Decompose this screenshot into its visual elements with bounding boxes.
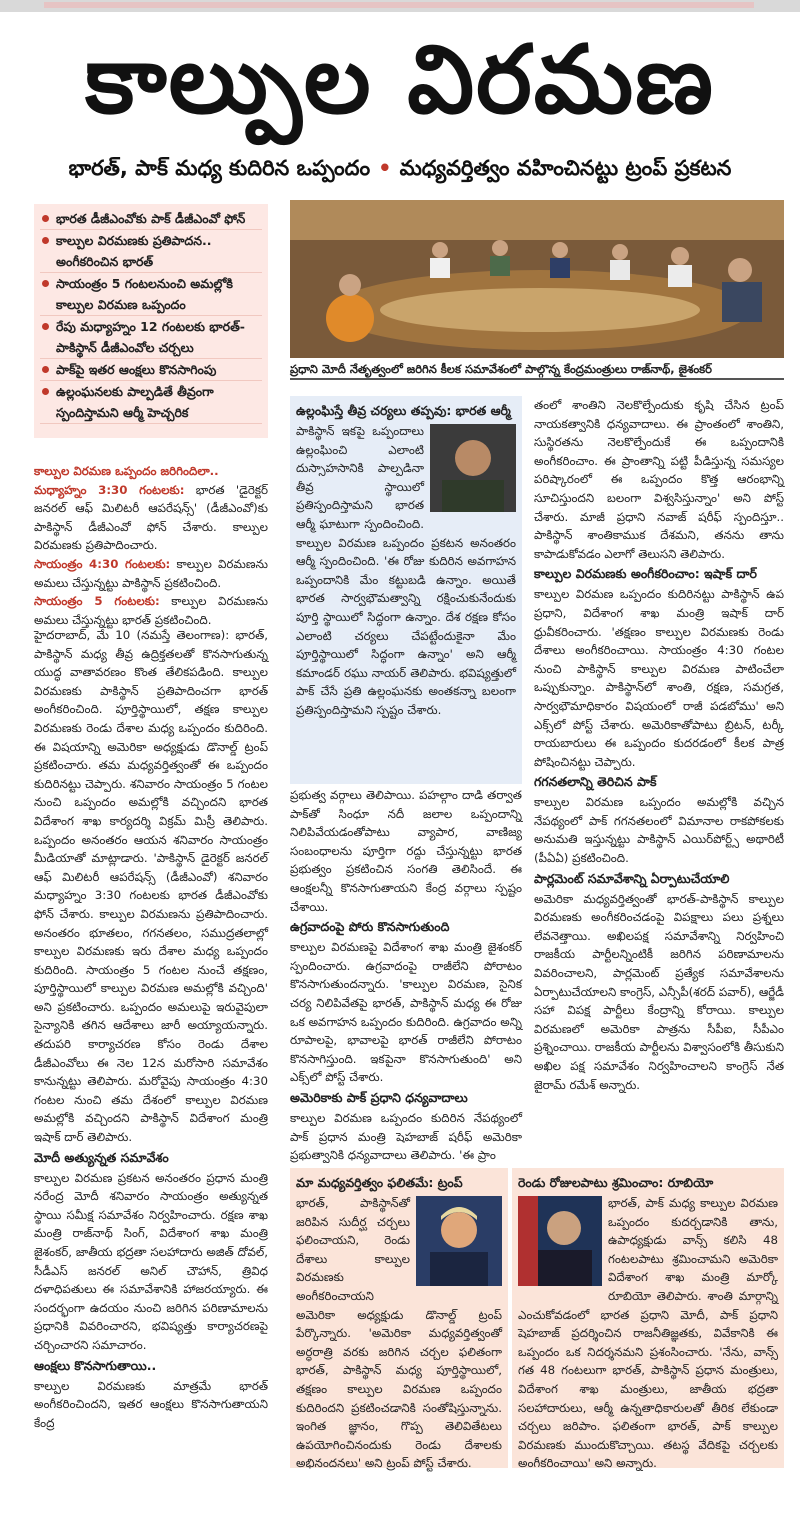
subheadline	[12, 150, 788, 186]
section-heading: ఉగ్రవాదంపై పోరు కొనసాగుతుంది	[290, 919, 450, 935]
section-heading: అమెరికాకు పాక్‌ ప్రధాని ధన్యవాదాలు	[290, 1089, 468, 1105]
article-column-3	[534, 396, 784, 1094]
timeline-time: మధ్యాహ్నం 3:30 గంటలకు:	[34, 482, 185, 497]
section-heading: గగనతలాన్ని తెరిచిన పాక్‌	[534, 774, 657, 790]
article-paragraph: కాల్పుల విరమణ ఒప్పందం కుదిరినట్టు పాకిస్థాన్‌ ఉప ప్రధాని, విదేశాంగ శాఖ మంత్రి ఇషాక్‌ దార్‌ ధ్రువీకరించారు. 'తక్షణం కాల్పుల విరమణకు రెండు దేశాలు అంగీకరించాయి. సాయంత్రం 4:30 గంటల నుంచి పాకిస్థాన్‌ కాల్పుల విరమణ పాటించేలా ఒప్పుకున్నాం. పాకిస్థాన్‌లో శాంతి, రక్షణ, సమగ్రత, సార్వభౌమాధికారం విషయంలో రాజీ పడబోము' అని ఎక్స్‌లో పోస్ట్‌ చేశారు. అమెరికాతోపాటు బ్రిటన్‌, టర్కీ రాయబారులు ఈ ఒప్పందం కుదరడంలో కీలక పాత్ర పోషించినట్టు చెప్పారు.	[534, 587, 784, 769]
highlight-item: భారత డీజీఎంవోకు పాక్‌ డీజీఎంవో ఫోన్‌	[40, 208, 262, 230]
section-heading: మోదీ అత్యున్నత సమావేశం	[34, 1149, 169, 1165]
highlight-item: సాయంత్రం 5 గంటలనుంచి అమల్లోకి కాల్పుల విరమణ ఒప్పందం	[40, 273, 262, 316]
highlight-item: పాక్‌పై ఇతర ఆంక్షలు కొనసాగింపు	[40, 359, 262, 381]
timeline-text: కాల్పుల విరమణను అమలు చేస్తున్నట్టు పాకిస్థాన్‌ ప్రకటించింది.	[34, 556, 269, 590]
army-officer-photo	[430, 424, 516, 512]
article-paragraph: కాల్పుల విరమణ ఒప్పందం కుదిరిన నేపథ్యంలో పాక్‌ ప్రధాన మంత్రి షెహబాజ్‌ షరీఫ్‌ అమెరికా ప్రభుత్వానికి ధన్యవాదాలు తెలిపారు. 'ఈ ప్రాం	[290, 1110, 522, 1163]
timeline-text: భారత 'డైరెక్టర్‌ జనరల్‌ ఆఫ్‌ మిలిటరీ ఆపరేషన్స్‌' (డీజీఎంవో)కు పాకిస్థాన్‌ డీజీఎంవో ఫోన్‌ చేశారు. కాల్పుల విరమణకు ప్రతిపాదించారు.	[34, 482, 269, 553]
timeline-text: కాల్పుల విరమణను అమలు చేస్తున్నట్టు భారత్‌ ప్రకటించింది.	[34, 594, 269, 627]
article-column-2	[290, 786, 522, 1165]
article-paragraph: కాల్పుల విరమణపై విదేశాంగ శాఖ మంత్రి జైశంకర్‌ స్పందించారు. ఉగ్రవాదంపై రాజీలేని పోరాటం కొనసాగుతుందన్నారు. 'కాల్పుల విరమణ, సైనిక చర్య నిలిపివేతపై భారత్‌, పాకిస్థాన్‌ మధ్య ఈ రోజు ఒక అవగాహన ఒప్పందం కుదిరింది. ఉగ్రవాదం అన్ని రూపాలపై, భావాలపై భారత్‌ రాజీలేని పోరాటం కొనసాగిస్తుంది. ఇకపైనా కొనసాగుతుంది' అని ఎక్స్‌లో పోస్ట్‌ చేశారు.	[290, 940, 522, 1085]
timeline-heading: కాల్పుల విరమణ ఒప్పందం జరిగిందిలా..	[34, 464, 219, 478]
section-heading: కాల్పుల విరమణకు అంగీకరించాం: ఇషాక్‌ దార్‌	[534, 566, 757, 582]
section-heading: ఆంక్షలు కొనసాగుతాయి..	[34, 1357, 157, 1373]
article-paragraph: తంలో శాంతిని నెలకొల్పేందుకు కృషి చేసిన ట్రంప్‌ నాయకత్వానికి ధన్యవాదాలు. ఈ ప్రాంతంలో శాంతిని, సుస్థిరతను నెలకొల్పేందుకే ఈ ఒప్పందానికి అంగీకరించాం. ఈ ప్రాంతాన్ని పట్టి పీడిస్తున్న సమస్యల పరిష్కారంలో ఈ ఒప్పందం కొత్త ఆరంభాన్ని సూచిస్తుందని బలంగా విశ్వసిస్తున్నాం' అని పోస్ట్‌ చేశారు. మాజీ ప్రధాని నవాజ్‌ షరీఫ్‌ స్పందిస్తూ.. పాకిస్థాన్‌ శాంతికాముక దేశమని, తనను తాను కాపాడుకోవడం ఎలాగో తెలుసని తెలిపారు.	[534, 398, 784, 561]
timeline-item	[34, 555, 268, 592]
subheadline-right: మధ్యవర్తిత్వం వహించినట్టు ట్రంప్‌ ప్రకటన	[399, 156, 732, 180]
headline: కాల్పుల విరమణ	[85, 26, 715, 135]
subheadline-separator: •	[378, 156, 392, 180]
article-paragraph: కాల్పుల విరమణ ఒప్పందం అమల్లోకి వచ్చిన నేపథ్యంలో పాక్‌ గగనతలంలో విమానాల రాకపోకలకు అనుమతి ఇస్తున్నట్టు పాకిస్థాన్‌ ఎయిర్‌పోర్ట్స్‌ అథారిటీ (పీఏఏ) ప్రకటించింది.	[534, 795, 784, 866]
article-column-1	[34, 626, 268, 1432]
rubio-box	[512, 1168, 784, 1471]
trump-photo	[416, 1196, 502, 1286]
highlight-item: ఉల్లంఘనలకు పాల్పడితే తీవ్రంగా స్పందిస్తామని ఆర్మీ హెచ్చరిక	[40, 381, 262, 424]
top-border	[0, 0, 800, 12]
section-heading: పార్లమెంట్‌ సమావేశాన్ని ఏర్పాటుచేయాలి	[534, 870, 730, 886]
article-paragraph: కాల్పుల విరమణ ప్రకటన అనంతరం ప్రధాన మంత్రి నరేంద్ర మోదీ శనివారం సాయంత్రం అత్యున్నత స్థాయి సమీక్ష సమావేశం నిర్వహించారు. రక్షణ శాఖ మంత్రి రాజ్‌నాథ్‌ సింగ్‌, విదేశాంగ శాఖ మంత్రి జైశంకర్‌, జాతీయ భద్రతా సలహాదారు అజిత్‌ దోవల్‌, సీడీఎస్‌ జనరల్‌ అనిల్‌ చౌహాన్‌, త్రివిధ దళాధిపతులు ఈ సమావేశానికి హాజరయ్యారు. ఈ సందర్భంగా ఉదయం నుంచి జరిగిన పరిణామాలను ప్రధానికి వివరించారని, భవిష్యత్తు కార్యాచరణపై చర్చించారని సమాచారం.	[34, 1170, 268, 1352]
photo-caption: ప్రధాని మోదీ నేతృత్వంలో జరిగిన కీలక సమావేశంలో పాల్గొన్న కేంద్రమంత్రులు రాజ్‌నాథ్‌, జైశంకర్‌	[290, 360, 784, 380]
article-paragraph: ప్రభుత్వ వర్గాలు తెలిపాయి. పహల్గాం దాడి తర్వాత పాక్‌తో సింధూ నదీ జలాల ఒప్పందాన్ని నిలిపివేయడంతోపాటు వ్యాపార, వాణిజ్య సంబంధాలను పూర్తిగా రద్దు చేస్తున్నట్టు భారత ప్రభుత్వం ప్రకటించిన సంగతి తెలిసిందే. ఈ ఆంక్షలన్నీ కొనసాగుతాయని కేంద్ర వర్గాలు స్పష్టం చేశాయి.	[290, 788, 522, 914]
trump-text: భారత్‌, పాకిస్థాన్‌తో జరిపిన సుదీర్ఘ చర్చలు ఫలించాయని, రెండు దేశాలు కాల్పుల విరమణకు అంగీకరించాయని అమెరికా అధ్యక్షుడు డొనాల్డ్‌ ట్రంప్‌ పేర్కొన్నారు. 'అమెరికా మధ్యవర్తిత్వంతో అర్ధరాత్రి వరకు జరిగిన చర్చల ఫలితంగా భారత్‌, పాకిస్థాన్‌ మధ్య పూర్తిస్థాయిలో, తక్షణం కాల్పుల విరమణ ఒప్పందం కుదిరిందని ప్రకటించడానికి సంతోషిస్తున్నాను. ఇంగిత జ్ఞానం, గొప్ప తెలివితేటలు ఉపయోగించినందుకు రెండు దేశాలకు అభినందనలు' అని ట్రంప్‌ పోస్ట్‌ చేశారు.	[296, 1196, 502, 1471]
highlight-item: కాల్పుల విరమణకు ప్రతిపాదన.. అంగీకరించిన భారత్‌	[40, 230, 262, 273]
army-text: పాకిస్థాన్‌ ఇకపై ఒప్పందాలు ఉల్లంఘించి ఎలాంటి దుస్సాహసానికి పాల్పడినా తీవ్ర స్థాయిలో ప్రతిస్పందిస్తామని భారత ఆర్మీ ఘాటుగా స్పందించింది. కాల్పుల విరమణ ఒప్పందం ప్రకటన అనంతరం ఆర్మీ స్పందించింది. 'ఈ రోజు కుదిరిన అవగాహన ఒప్పందానికి మేం కట్టుబడి ఉన్నాం. అయితే భారత సార్వభౌమత్వాన్ని రక్షించుకునేందుకు పూర్తి స్థాయిలో సిద్ధంగా ఉన్నాం. దేశ రక్షణ కోసం ఎలాంటి చర్యలు చేపట్టేందుకైనా మేం పూర్తిస్థాయిలో సిద్ధంగా ఉన్నాం' అని ఆర్మీ కమాండర్‌ రఘు నాయర్‌ తెలిపారు. భవిష్యత్తులో పాక్‌ చేసే ప్రతి ఉల్లంఘనకు అంతకన్నా బలంగా ప్రతిస్పందిస్తామని స్పష్టం చేశారు.	[296, 424, 516, 717]
article-paragraph: అమెరికా మధ్యవర్తిత్వంతో భారత్‌-పాకిస్థాన్‌ కాల్పుల విరమణకు అంగీకరించడంపై విపక్షాలు పలు ప్రశ్నలు లేవనెత్తాయి. అఖిలపక్ష సమావేశాన్ని నిర్వహించి రాజకీయ పార్టీలన్నింటికీ జరిగిన పరిణామాలను వివరించాలని, పార్లమెంట్‌ ప్రత్యేక సమావేశాలను ఏర్పాటుచేయాలని కాంగ్రెస్‌, ఎన్సీపీ(శరద్‌ పవార్‌), ఆర్జేడీ సహా విపక్ష పార్టీలు కేంద్రాన్ని కోరాయి. కాల్పుల విరమణలో అమెరికా పాత్రను సీపీఐ, సీపీఎం ప్రశ్నించాయి. రాజకీయ పార్టీలను విశ్వాసంలోకి తీసుకుని అఖిల పక్ష సమావేశం నిర్వహించాలని కాంగ్రెస్‌ నేత జైరామ్‌ రమేశ్‌ అన్నారు.	[534, 891, 784, 1092]
timeline-time: సాయంత్రం 5 గంటలకు:	[34, 594, 160, 609]
rubio-text: భారత్‌, పాక్‌ మధ్య కాల్పుల విరమణ ఒప్పందం కుదర్చడానికి తాను, ఉపాధ్యక్షుడు వాన్స్‌ కలిసి 48 గంటలపాటు శ్రమించామని అమెరికా విదేశాంగ శాఖ మంత్రి మార్కో రూబియో తెలిపారు. శాంతి మార్గాన్ని ఎంచుకోవడంలో భారత ప్రధాని మోదీ, పాక్‌ ప్రధాని షెహబాజ్‌ ప్రదర్శించిన రాజనీతిజ్ఞతకు, వివేకానికి ఈ ఒప్పందం ఒక నిదర్శనమని ప్రశంసించారు. 'నేను, వాన్స్‌ గత 48 గంటలుగా భారత్‌, పాకిస్థాన్‌ ప్రధాన మంత్రులు, విదేశాంగ శాఖ మంత్రులు, జాతీయ భద్రతా సలహాదారులు, ఆర్మీ ఉన్నతాధికారులతో తీరిక లేకుండా చర్చలు జరిపాం. ఫలితంగా భారత్‌, పాక్‌ కాల్పుల విరమణకు ముందుకొచ్చాయి. తటస్థ వేదికపై చర్చలకు అంగీకరించాయి' అని అన్నారు.	[518, 1196, 778, 1471]
rubio-photo	[518, 1196, 602, 1286]
highlight-item: రేపు మధ్యాహ్నం 12 గంటలకు భారత్‌-పాకిస్థాన్‌ డీజీఎంవోల చర్చలు	[40, 316, 262, 359]
subheadline-left: భారత్‌, పాక్‌ మధ్య కుదిరిన ఒప్పందం	[68, 156, 371, 180]
highlights-box	[34, 204, 268, 438]
army-box	[290, 396, 522, 784]
army-heading: ఉల్లంఘిస్తే తీవ్ర చర్యలు తప్పవు: భారత ఆర్మీ	[296, 403, 511, 418]
rubio-heading: రెండు రోజులపాటు శ్రమించాం: రూబియో	[518, 1175, 714, 1190]
article-paragraph: కాల్పుల విరమణకు మాత్రమే భారత్‌ అంగీకరించిందని, ఇతర ఆంక్షలు కొనసాగుతాయని కేంద్ర	[34, 1378, 268, 1430]
trump-box	[290, 1168, 508, 1471]
timeline-item	[34, 481, 268, 555]
trump-heading: మా మధ్యవర్తిత్వం ఫలితమే: ట్రంప్‌	[296, 1175, 463, 1190]
article-paragraph: హైదరాబాద్‌, మే 10 (నమస్తే తెలంగాణ): భారత్‌, పాకిస్థాన్‌ మధ్య తీవ్ర ఉద్రిక్తతలతో కొనసాగుతున్న యుద్ధ వాతావరణం కొంత తేలికపడింది. కాల్పుల విరమణకు పాకిస్థాన్‌ ప్రతిపాదించగా భారత్‌ అంగీకరించింది. పూర్తిస్థాయిలో, తక్షణ కాల్పుల విరమణకు రెండు దేశాల మధ్య ఒప్పందం కుదిరింది. ఈ విషయాన్ని అమెరికా అధ్యక్షుడు డొనాల్డ్‌ ట్రంప్‌ ప్రకటించారు. తమ మధ్యవర్తిత్వంతో ఈ ఒప్పందం కుదిరినట్టు చెప్పారు. శనివారం సాయంత్రం 5 గంటల నుంచి ఒప్పందం అమల్లోకి వచ్చిందని భారత విదేశాంగ శాఖ కార్యదర్శి విక్రమ్‌ మిస్రీ తెలిపారు. ఒప్పందం అనంతరం ఆయన శనివారం సాయంత్రం మీడియాతో మాట్లాడారు. 'పాకిస్థాన్‌ డైరెక్టర్‌ జనరల్‌ ఆఫ్‌ మిలిటరీ ఆపరేషన్స్‌ (డీజీఎంవో) శనివారం మధ్యాహ్నం 3:30 గంటలకు భారత డీజీఎంవోకు ఫోన్‌ చేశారు. కాల్పుల విరమణను ప్రతిపాదించారు. అనంతరం భూతలం, గగనతలం, సముద్రతలాల్లో కాల్పుల విరమణకు ఇరు దేశాల మధ్య ఒప్పందం కుదిరింది. సాయంత్రం 5 గంటల నుంచే తక్షణం, పూర్తిస్థాయిలో కాల్పుల విరమణ అమల్లోకి వచ్చింది' అని ప్రకటించారు. ఒప్పందం అమలుపై ఇరువైపులా సైన్యానికి తగిన ఆదేశాలు జారీ అయ్యాయన్నారు. తదుపరి కార్యాచరణ కోసం రెండు దేశాల డీజీఎంవోలు ఈ నెల 12న మరోసారి సమావేశం కానున్నట్టు తెలిపారు. మరోవైపు సాయంత్రం 4:30 గంటల నుంచి తమ దేశంలో కాల్పుల విరమణ అమల్లోకి వచ్చిందని పాకిస్థాన్‌ విదేశాంగ మంత్రి ఇషాక్‌ దార్‌ తెలిపారు.	[34, 628, 268, 1145]
timeline-time: సాయంత్రం 4:30 గంటలకు:	[34, 556, 171, 571]
timeline-item	[34, 592, 268, 629]
timeline-box	[34, 462, 268, 629]
meeting-photo	[290, 200, 784, 358]
